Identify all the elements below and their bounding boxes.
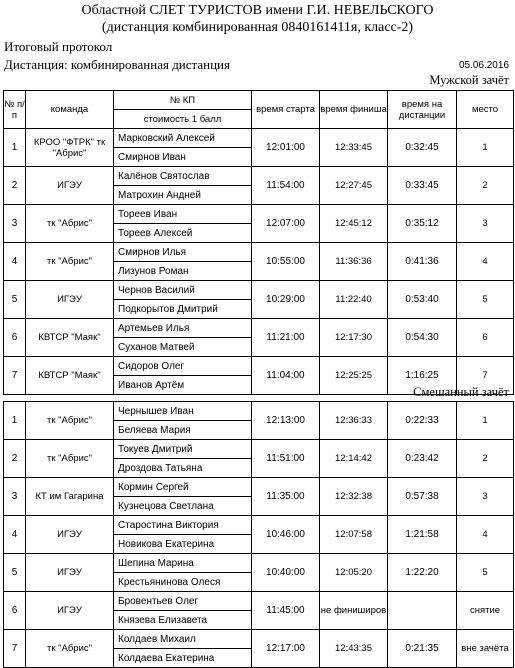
col-cost-header: стоимость 1 балл bbox=[114, 110, 252, 129]
finish-time: 12:45:12 bbox=[320, 205, 388, 243]
finish-time: 12:33:45 bbox=[320, 129, 388, 167]
finish-time: 12:36:33 bbox=[320, 402, 388, 440]
place: 7 bbox=[457, 357, 514, 395]
participant-name: Токуев Дмитрий bbox=[114, 440, 252, 459]
place: вне зачёта bbox=[457, 630, 514, 668]
distance-time: 0:21:35 bbox=[388, 630, 457, 668]
place: 4 bbox=[457, 516, 514, 554]
participant-name: Новикова Екатерина bbox=[114, 535, 252, 554]
participant-name: Кормин Сергей bbox=[114, 478, 252, 497]
distance-time: 0:54:30 bbox=[388, 319, 457, 357]
participant-name: Старостина Виктория bbox=[114, 516, 252, 535]
protocol-date: 05.06.2016 bbox=[458, 60, 509, 71]
col-place-header: место bbox=[457, 91, 514, 129]
table-row bbox=[4, 357, 514, 376]
distance-time: 0:53:40 bbox=[388, 281, 457, 319]
team-name: тк "Абрис" bbox=[26, 440, 114, 478]
table-row bbox=[4, 167, 514, 186]
row-number: 2 bbox=[4, 440, 26, 478]
start-time: 12:01:00 bbox=[252, 129, 320, 167]
distance-time: 0:32:45 bbox=[388, 129, 457, 167]
finish-time: 11:22:40 bbox=[320, 281, 388, 319]
row-number: 5 bbox=[4, 281, 26, 319]
table-row bbox=[4, 402, 514, 421]
team-name: КВТСР "Маяк" bbox=[26, 357, 114, 395]
table-row bbox=[4, 440, 514, 459]
distance-time: 0:35:12 bbox=[388, 205, 457, 243]
participant-name: Князева Елизавета bbox=[114, 611, 252, 630]
participant-name: Кузнецова Светлана bbox=[114, 497, 252, 516]
place: снятие bbox=[457, 592, 514, 630]
finish-time: 11:36:36 bbox=[320, 243, 388, 281]
team-name: ИГЭУ bbox=[26, 554, 114, 592]
finish-time: 12:25:25 bbox=[320, 357, 388, 395]
participant-name: Смирнов Иван bbox=[114, 148, 252, 167]
page-subtitle: (дистанция комбинированная 0840161411я, класс-2) bbox=[101, 20, 414, 35]
team-name: тк "Абрис" bbox=[26, 630, 114, 668]
distance-time: 0:22:33 bbox=[388, 402, 457, 440]
row-number: 6 bbox=[4, 592, 26, 630]
row-number: 6 bbox=[4, 319, 26, 357]
start-time: 10:55:00 bbox=[252, 243, 320, 281]
participant-name: Крестьянинова Олеся bbox=[114, 573, 252, 592]
table-row bbox=[4, 205, 514, 224]
row-number: 5 bbox=[4, 554, 26, 592]
results-table-men bbox=[3, 90, 514, 395]
table-row bbox=[4, 478, 514, 497]
table-row bbox=[4, 129, 514, 148]
table-row bbox=[4, 319, 514, 338]
table-row bbox=[4, 630, 514, 649]
participant-name: Чернов Василий bbox=[114, 281, 252, 300]
participant-name: Подкорытов Дмитрий bbox=[114, 300, 252, 319]
team-name: КВТСР "Маяк" bbox=[26, 319, 114, 357]
start-time: 11:21:00 bbox=[252, 319, 320, 357]
row-number: 2 bbox=[4, 167, 26, 205]
team-name: ИГЭУ bbox=[26, 516, 114, 554]
start-time: 10:29:00 bbox=[252, 281, 320, 319]
col-kp-header: № КП bbox=[114, 91, 252, 110]
team-name: тк "Абрис" bbox=[26, 243, 114, 281]
participant-name: Матрохин Андней bbox=[114, 186, 252, 205]
row-number: 1 bbox=[4, 402, 26, 440]
section-title-mixed: Смешанный зачёт bbox=[413, 385, 509, 399]
participant-name: Дроздова Татьяна bbox=[114, 459, 252, 478]
participant-name: Колдаев Михаил bbox=[114, 630, 252, 649]
participant-name: Артемьев Илья bbox=[114, 319, 252, 338]
row-number: 4 bbox=[4, 516, 26, 554]
place: 2 bbox=[457, 440, 514, 478]
participant-name: Бровентьев Олег bbox=[114, 592, 252, 611]
start-time: 10:40:00 bbox=[252, 554, 320, 592]
distance-time: 0:41:36 bbox=[388, 243, 457, 281]
distance-time: 0:57:38 bbox=[388, 478, 457, 516]
col-finish-header: время финиша bbox=[320, 91, 388, 129]
team-name: КТ им Гагарина bbox=[26, 478, 114, 516]
distance-label: Дистанция: комбинированная дистанция bbox=[4, 57, 230, 72]
start-time: 10:46:00 bbox=[252, 516, 320, 554]
start-time: 12:17:00 bbox=[252, 630, 320, 668]
section-title-men: Мужской зачёт bbox=[429, 73, 509, 87]
table-row bbox=[4, 554, 514, 573]
row-number: 1 bbox=[4, 129, 26, 167]
distance-time: 0:23:42 bbox=[388, 440, 457, 478]
row-number: 4 bbox=[4, 243, 26, 281]
place: 5 bbox=[457, 554, 514, 592]
finish-time: 12:27:45 bbox=[320, 167, 388, 205]
place: 4 bbox=[457, 243, 514, 281]
table-row bbox=[4, 243, 514, 262]
place: 5 bbox=[457, 281, 514, 319]
team-name: ИГЭУ bbox=[26, 592, 114, 630]
finish-time: 12:07:58 bbox=[320, 516, 388, 554]
finish-time: 12:14:42 bbox=[320, 440, 388, 478]
row-number: 7 bbox=[4, 357, 26, 395]
place: 3 bbox=[457, 205, 514, 243]
finish-time: 12:32:38 bbox=[320, 478, 388, 516]
participant-name: Тореев Иван bbox=[114, 205, 252, 224]
place: 3 bbox=[457, 478, 514, 516]
table-row bbox=[4, 592, 514, 611]
col-team-header: команда bbox=[26, 91, 114, 129]
col-num-header: № п/п bbox=[4, 91, 26, 129]
finish-time: 12:17:30 bbox=[320, 319, 388, 357]
participant-name: Сидоров Олег bbox=[114, 357, 252, 376]
distance-time: 0:33:45 bbox=[388, 167, 457, 205]
row-number: 3 bbox=[4, 205, 26, 243]
page-title: Областной СЛЕТ ТУРИСТОВ имени Г.И. НЕВЕЛЬСКОГО bbox=[81, 3, 434, 18]
distance-time: 1:16:25 bbox=[388, 357, 457, 395]
team-name: тк "Абрис" bbox=[26, 205, 114, 243]
start-time: 11:35:00 bbox=[252, 478, 320, 516]
place: 2 bbox=[457, 167, 514, 205]
finish-time: не финиширов bbox=[320, 592, 388, 630]
participant-name: Иванов Артём bbox=[114, 376, 252, 395]
participant-name: Марковский Алексей bbox=[114, 129, 252, 148]
participant-name: Лизунов Роман bbox=[114, 262, 252, 281]
distance-time: 1:22:20 bbox=[388, 554, 457, 592]
start-time: 11:54:00 bbox=[252, 167, 320, 205]
participant-name: Беляева Мария bbox=[114, 421, 252, 440]
row-number: 3 bbox=[4, 478, 26, 516]
start-time: 11:51:00 bbox=[252, 440, 320, 478]
start-time: 12:13:00 bbox=[252, 402, 320, 440]
row-number: 7 bbox=[4, 630, 26, 668]
participant-name: Суханов Матвей bbox=[114, 338, 252, 357]
col-dist-header: время на дистанции bbox=[388, 91, 457, 129]
finish-time: 12:05:20 bbox=[320, 554, 388, 592]
participant-name: Колдаева Екатерина bbox=[114, 649, 252, 668]
start-time: 11:04:00 bbox=[252, 357, 320, 395]
table-row bbox=[4, 516, 514, 535]
team-name: КРОО "ФТРК" тк "Абрис" bbox=[26, 129, 114, 167]
participant-name: Тореев Алексей bbox=[114, 224, 252, 243]
team-name: ИГЭУ bbox=[26, 167, 114, 205]
protocol-label: Итоговый протокол bbox=[4, 39, 113, 54]
place: 1 bbox=[457, 402, 514, 440]
team-name: ИГЭУ bbox=[26, 281, 114, 319]
col-start-header: время старта bbox=[252, 91, 320, 129]
results-table-mixed bbox=[3, 401, 514, 668]
participant-name: Смирнов Илья bbox=[114, 243, 252, 262]
finish-time: 12:43:35 bbox=[320, 630, 388, 668]
place: 6 bbox=[457, 319, 514, 357]
participant-name: Шепина Марина bbox=[114, 554, 252, 573]
place: 1 bbox=[457, 129, 514, 167]
start-time: 12:07:00 bbox=[252, 205, 320, 243]
team-name: тк "Абрис" bbox=[26, 402, 114, 440]
participant-name: Калёнов Святослав bbox=[114, 167, 252, 186]
table-row bbox=[4, 281, 514, 300]
start-time: 11:45:00 bbox=[252, 592, 320, 630]
participant-name: Чернышев Иван bbox=[114, 402, 252, 421]
distance-time: 1:21:58 bbox=[388, 516, 457, 554]
